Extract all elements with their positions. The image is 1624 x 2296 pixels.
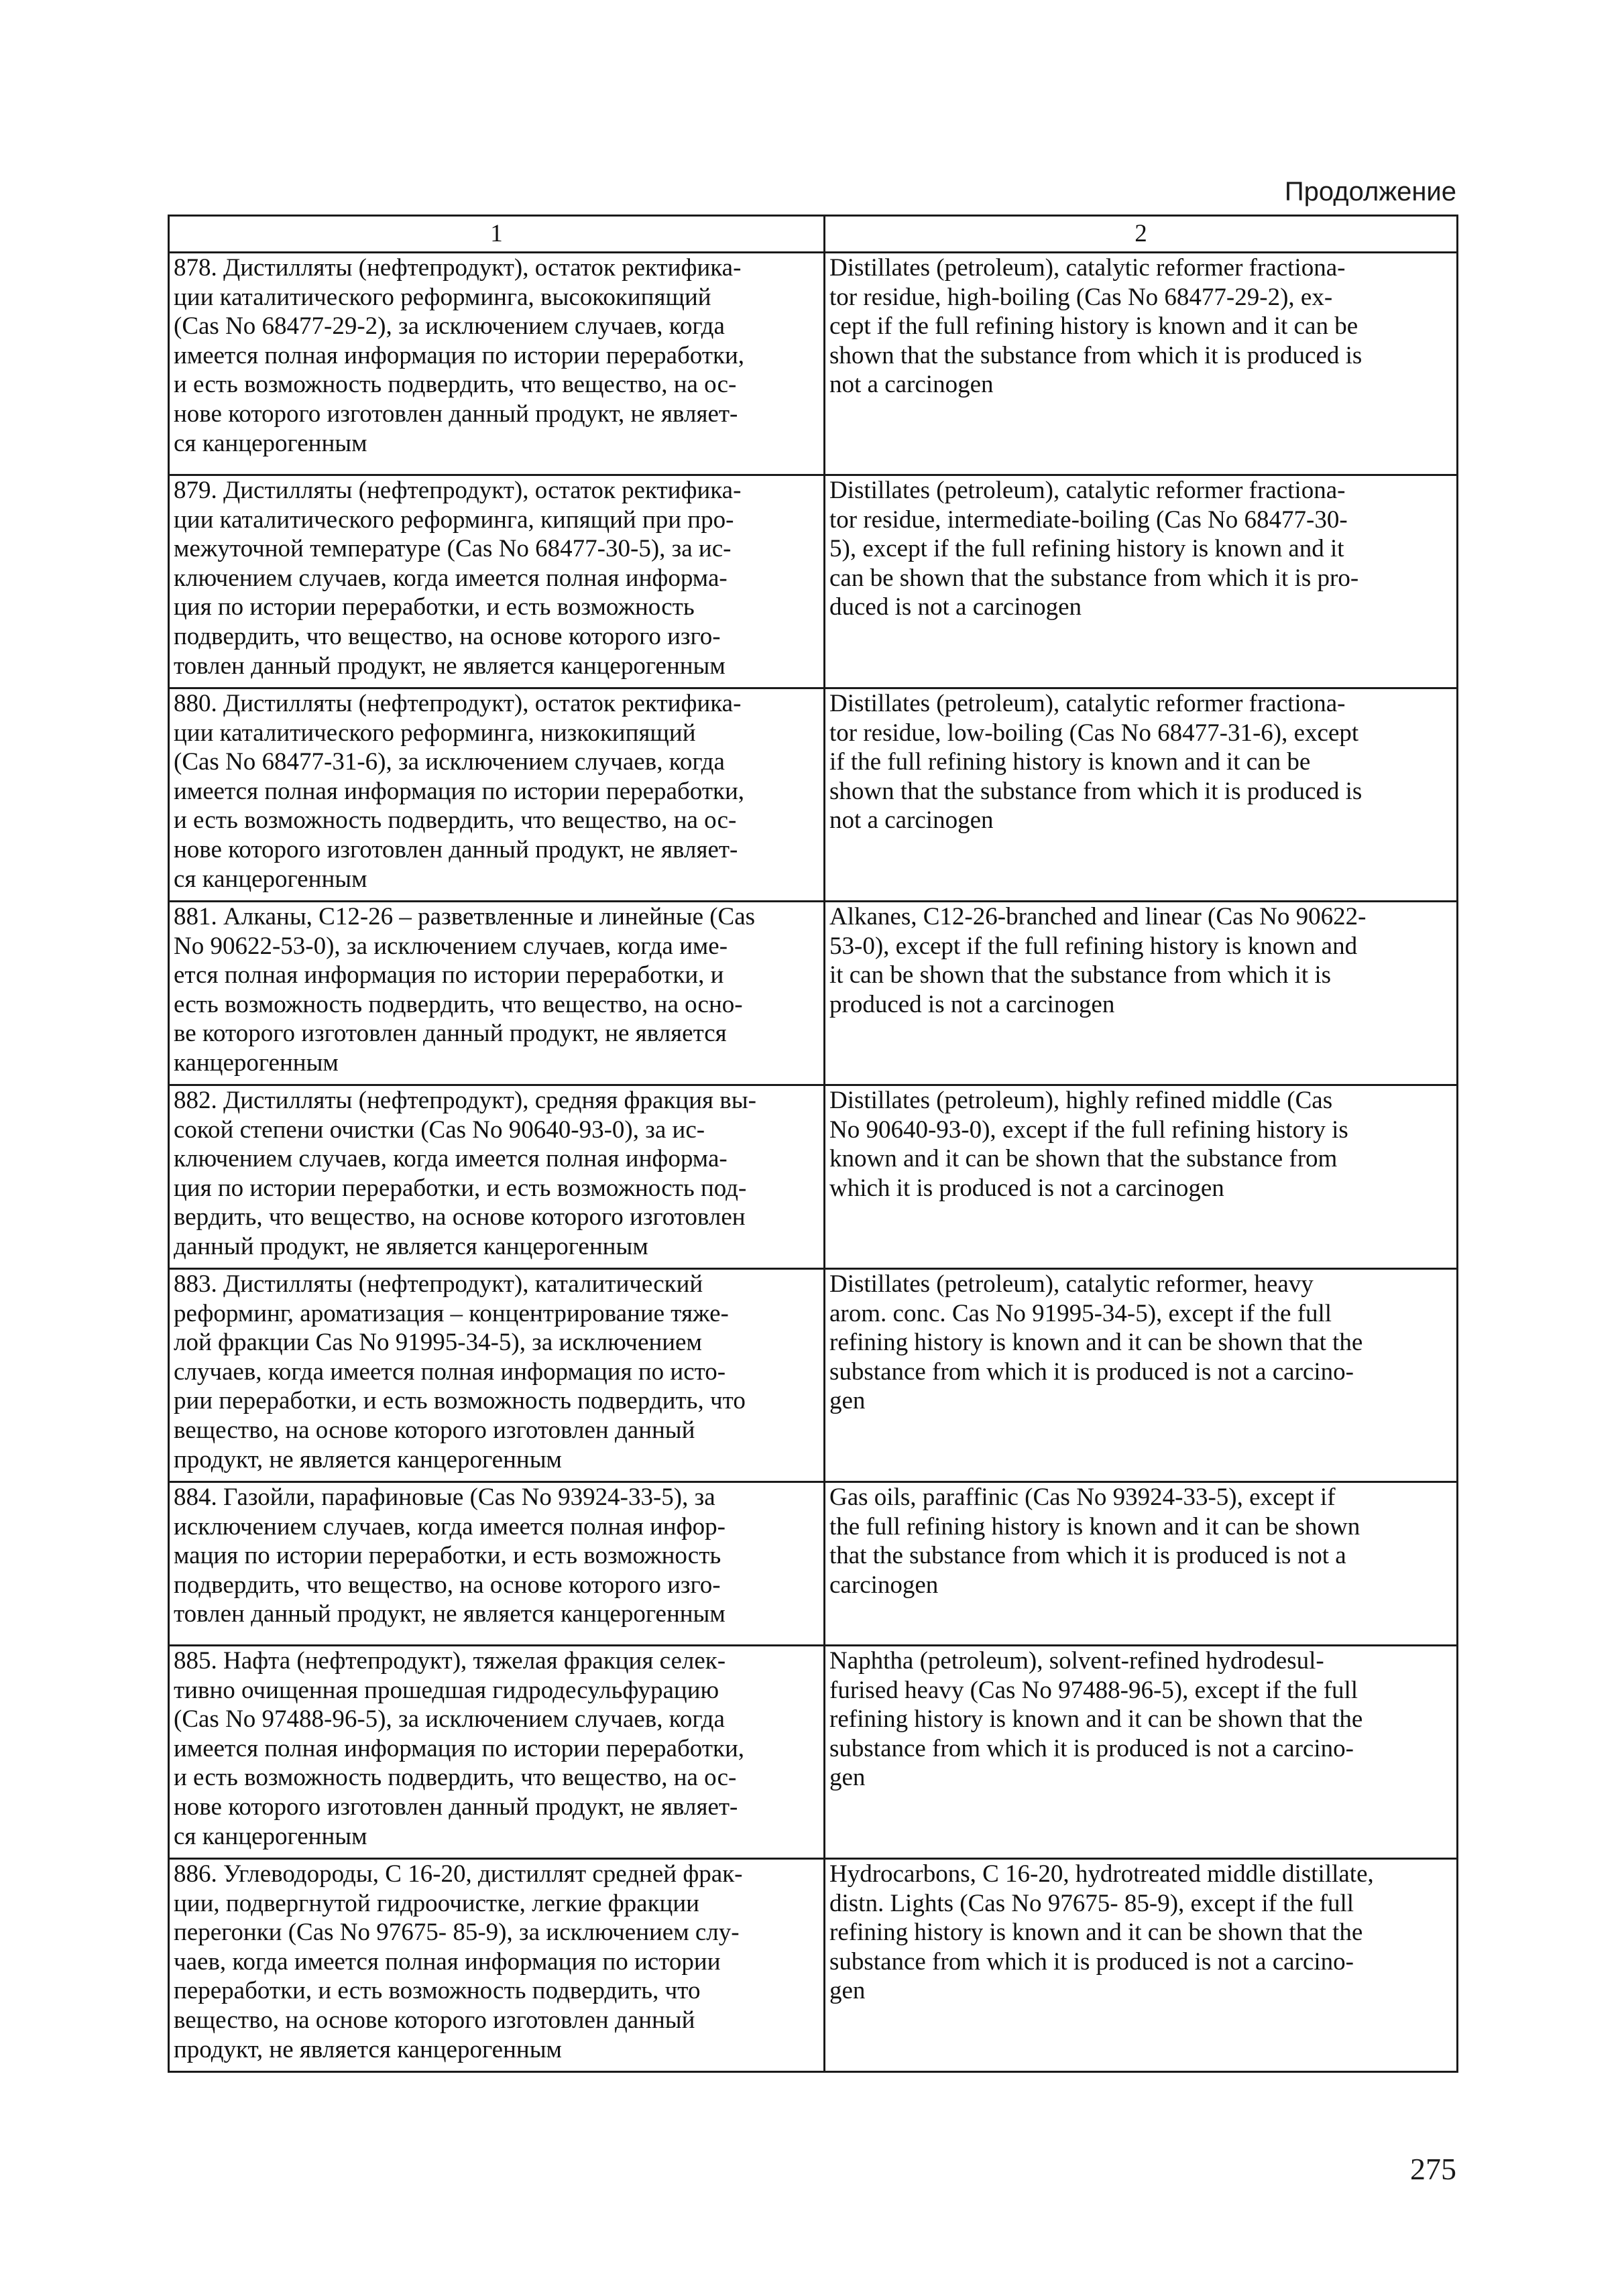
english-text-cell bbox=[825, 1482, 1458, 1646]
russian-text-cell bbox=[169, 475, 825, 688]
russian-text: 885. Нафта (нефтепродукт), тяжелая фракция селек- тивно очищенная прошедшая гидродесульфурацию (Cas No 97488-96-5), за исключением случаев, когда имеется полная информация по истории переработки, и есть возможность подвердить, что вещество, на ос- нове которого изготовлен данный продукт, не являет- ся канцерогенным bbox=[174, 1647, 745, 1850]
english-text: Alkanes, C12-26-branched and linear (Cas No 90622- 53-0), except if the full refining history is known and it can be shown that the substance from which it is produced is not a carcinogen bbox=[829, 903, 1367, 1018]
russian-text: 884. Газойли, парафиновые (Cas No 93924-33-5), за исключением случаев, когда имеется полная инфор- мация по истории переработки, и есть возможность подвердить, что вещество, на основе которого изго- товлен данный продукт, не является канцерогенным bbox=[174, 1484, 726, 1628]
russian-text: 878. Дистилляты (нефтепродукт), остаток ректифика- ции каталитического реформинга, высококипящий (Cas No 68477-29-2), за исключением случаев, когда имеется полная информация по истории переработки, и есть возможность подвердить, что вещество, на ос- нове которого изготовлен данный продукт, не являет- ся канцерогенным bbox=[174, 254, 745, 457]
english-text-cell bbox=[825, 1085, 1458, 1269]
table-row bbox=[169, 1269, 1458, 1482]
english-text-cell bbox=[825, 253, 1458, 475]
english-text: Distillates (petroleum), highly refined middle (Cas No 90640-93-0), except if the full refining history is known and it can be shown that the substance from which it is produced is not a carcinogen bbox=[829, 1087, 1348, 1202]
english-text-cell bbox=[825, 1269, 1458, 1482]
table-row bbox=[169, 688, 1458, 902]
column-header-1: 1 bbox=[169, 216, 825, 253]
english-text-cell bbox=[825, 1646, 1458, 1859]
english-text: Distillates (petroleum), catalytic reformer fractiona- tor residue, high-boiling (Cas No 68477-29-2), ex- cept if the full refining history is known and it can be shown that the substance from which it is produced is not a carcinogen bbox=[829, 254, 1362, 399]
russian-text-cell bbox=[169, 1482, 825, 1646]
russian-text-cell bbox=[169, 1269, 825, 1482]
continuation-label: Продолжение bbox=[1284, 177, 1456, 206]
english-text: Distillates (petroleum), catalytic reformer fractiona- tor residue, low-boiling (Cas No 68477-31-6), except if the full refining history is known and it can be shown that the substance from which it is produced is not a carcinogen bbox=[829, 690, 1362, 835]
column-header-2: 2 bbox=[825, 216, 1458, 253]
table-row bbox=[169, 1085, 1458, 1269]
english-text: Naphtha (petroleum), solvent-refined hydrodesul- furised heavy (Cas No 97488-96-5), except if the full refining history is known and it can be shown that the substance from which it is produced is not a carcino- gen bbox=[829, 1647, 1363, 1792]
russian-text-cell bbox=[169, 1085, 825, 1269]
russian-text-cell bbox=[169, 688, 825, 902]
russian-text: 886. Углеводороды, C 16-20, дистиллят средней фрак- ции, подвергнутой гидроочистке, легкие фракции перегонки (Cas No 97675- 85-9), за исключением слу- чаев, когда имеется полная информация по истории переработки, и есть возможность подвердить, что вещество, на основе которого изготовлен данный продукт, не является канцерогенным bbox=[174, 1860, 743, 2063]
table-row bbox=[169, 475, 1458, 688]
table-body bbox=[169, 253, 1458, 2072]
english-text: Gas oils, paraffinic (Cas No 93924-33-5), except if the full refining history is known and it can be shown that the substance from which it is produced is not a carcinogen bbox=[829, 1484, 1360, 1599]
russian-text-cell bbox=[169, 902, 825, 1085]
russian-text: 882. Дистилляты (нефтепродукт), средняя фракция вы- сокой степени очистки (Cas No 90640-93-0), за ис- ключением случаев, когда имеется полная информа- ция по истории переработки, и есть возможность под- вердить, что вещество, на основе которого изготовлен данный продукт, не является канцерогенным bbox=[174, 1087, 756, 1260]
russian-text: 880. Дистилляты (нефтепродукт), остаток ректифика- ции каталитического реформинга, низкокипящий (Cas No 68477-31-6), за исключением случаев, когда имеется полная информация по истории переработки, и есть возможность подвердить, что вещество, на ос- нове которого изготовлен данный продукт, не являет- ся канцерогенным bbox=[174, 690, 745, 893]
russian-text: 881. Алканы, C12-26 – разветвленные и линейные (Cas No 90622-53-0), за исключением случаев, когда име- ется полная информация по истории переработки, и есть возможность подвердить, что вещество, на осно- ве которого изготовлен данный продукт, не является канцерогенным bbox=[174, 903, 756, 1077]
substances-table bbox=[168, 215, 1458, 2073]
page-number: 275 bbox=[1410, 2152, 1456, 2186]
english-text-cell bbox=[825, 902, 1458, 1085]
russian-text: 879. Дистилляты (нефтепродукт), остаток ректифика- ции каталитического реформинга, кипящий при про- межуточной температуре (Cas No 68477-30-5), за ис- ключением случаев, когда имеется полная информа- ция по истории переработки, и есть возможность подвердить, что вещество, на основе которого изго- товлен данный продукт, не является канцерогенным bbox=[174, 477, 742, 680]
table-row bbox=[169, 253, 1458, 475]
english-text-cell bbox=[825, 688, 1458, 902]
russian-text-cell bbox=[169, 253, 825, 475]
russian-text-cell bbox=[169, 1646, 825, 1859]
table-row bbox=[169, 1482, 1458, 1646]
english-text-cell bbox=[825, 475, 1458, 688]
table-row bbox=[169, 1646, 1458, 1859]
english-text: Hydrocarbons, C 16-20, hydrotreated middle distillate, distn. Lights (Cas No 97675- 85-9), except if the full refining history is known and it can be shown that the substance from which it is produced is not a carcino- gen bbox=[829, 1860, 1374, 2005]
russian-text-cell bbox=[169, 1859, 825, 2072]
table-row bbox=[169, 902, 1458, 1085]
table-row bbox=[169, 1859, 1458, 2072]
table-header-row bbox=[169, 216, 1458, 253]
english-text: Distillates (petroleum), catalytic reformer, heavy arom. conc. Cas No 91995-34-5), except if the full refining history is known and it can be shown that the substance from which it is produced is not a carcino- gen bbox=[829, 1270, 1363, 1415]
english-text-cell bbox=[825, 1859, 1458, 2072]
russian-text: 883. Дистилляты (нефтепродукт), каталитический реформинг, ароматизация – концентрирование тяже- лой фракции Cas No 91995-34-5), за исключением случаев, когда имеется полная информация по исто- рии переработки, и есть возможность подвердить, что вещество, на основе которого изготовлен данный продукт, не является канцерогенным bbox=[174, 1270, 746, 1473]
english-text: Distillates (petroleum), catalytic reformer fractiona- tor residue, intermediate-boiling (Cas No 68477-30- 5), except if the full refining history is known and it can be shown that the substance from which it is pro- duced is not a carcinogen bbox=[829, 477, 1359, 621]
